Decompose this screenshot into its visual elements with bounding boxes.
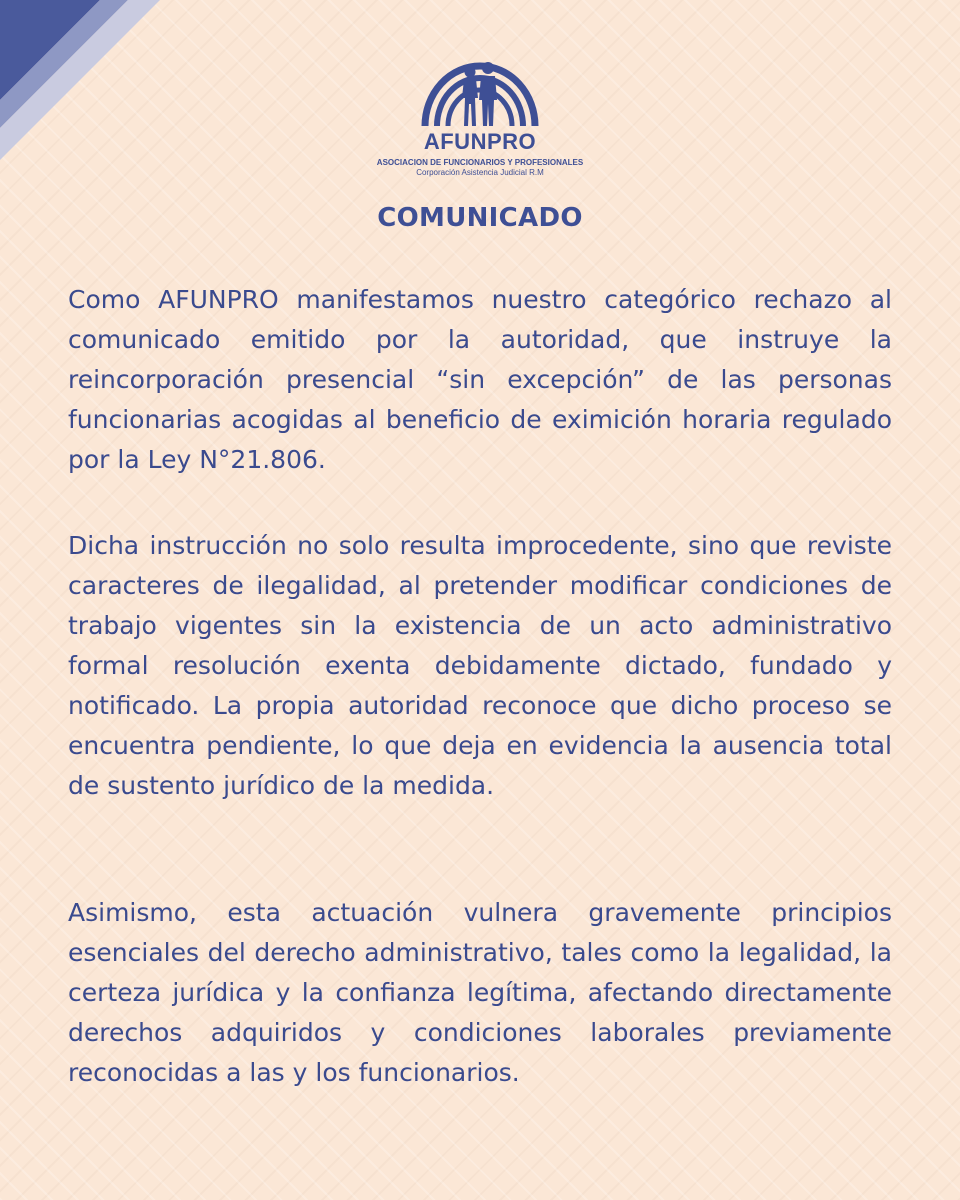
afunpro-logo [360, 24, 600, 184]
page-title: COMUNICADO [377, 203, 583, 233]
paragraph-2: Dicha instrucción no solo resulta improcedente, sino que reviste caracteres de ilegalidad, al pretender modificar condiciones de trabajo vigentes sin la existencia de un acto administrativo formal resolución exenta debidamente dictado, fundado y notificado. La propia autoridad reconoce que dicho proceso se encuentra pendiente, lo que deja en evidencia la ausencia total de sustento jurídico de la medida. [68, 531, 892, 800]
paragraph-3: Asimismo, esta actuación vulnera gravemente principios esenciales del derecho administrativo, tales como la legalidad, la certeza jurídica y la confianza legítima, afectando directamente derechos adquiridos y condiciones laborales previamente reconocidas a las y los funcionarios. [68, 898, 892, 1087]
logo-tagline: Corporación Asistencia Judicial R.M [416, 168, 544, 177]
logo-subtitle: ASOCIACION DE FUNCIONARIOS Y PROFESIONALES [376, 158, 584, 167]
logo-emblem-icon [415, 24, 545, 130]
paragraph-1: Como AFUNPRO manifestamos nuestro categórico rechazo al comunicado emitido por la autoridad, que instruye la reincorporación presencial “sin excepción” de las personas funcionarias acogidas al beneficio de eximición horaria regulado por la Ley N°21.806. [68, 285, 892, 474]
logo-name: AFUNPRO [423, 129, 537, 154]
corner-stripes-decoration [0, 0, 160, 160]
